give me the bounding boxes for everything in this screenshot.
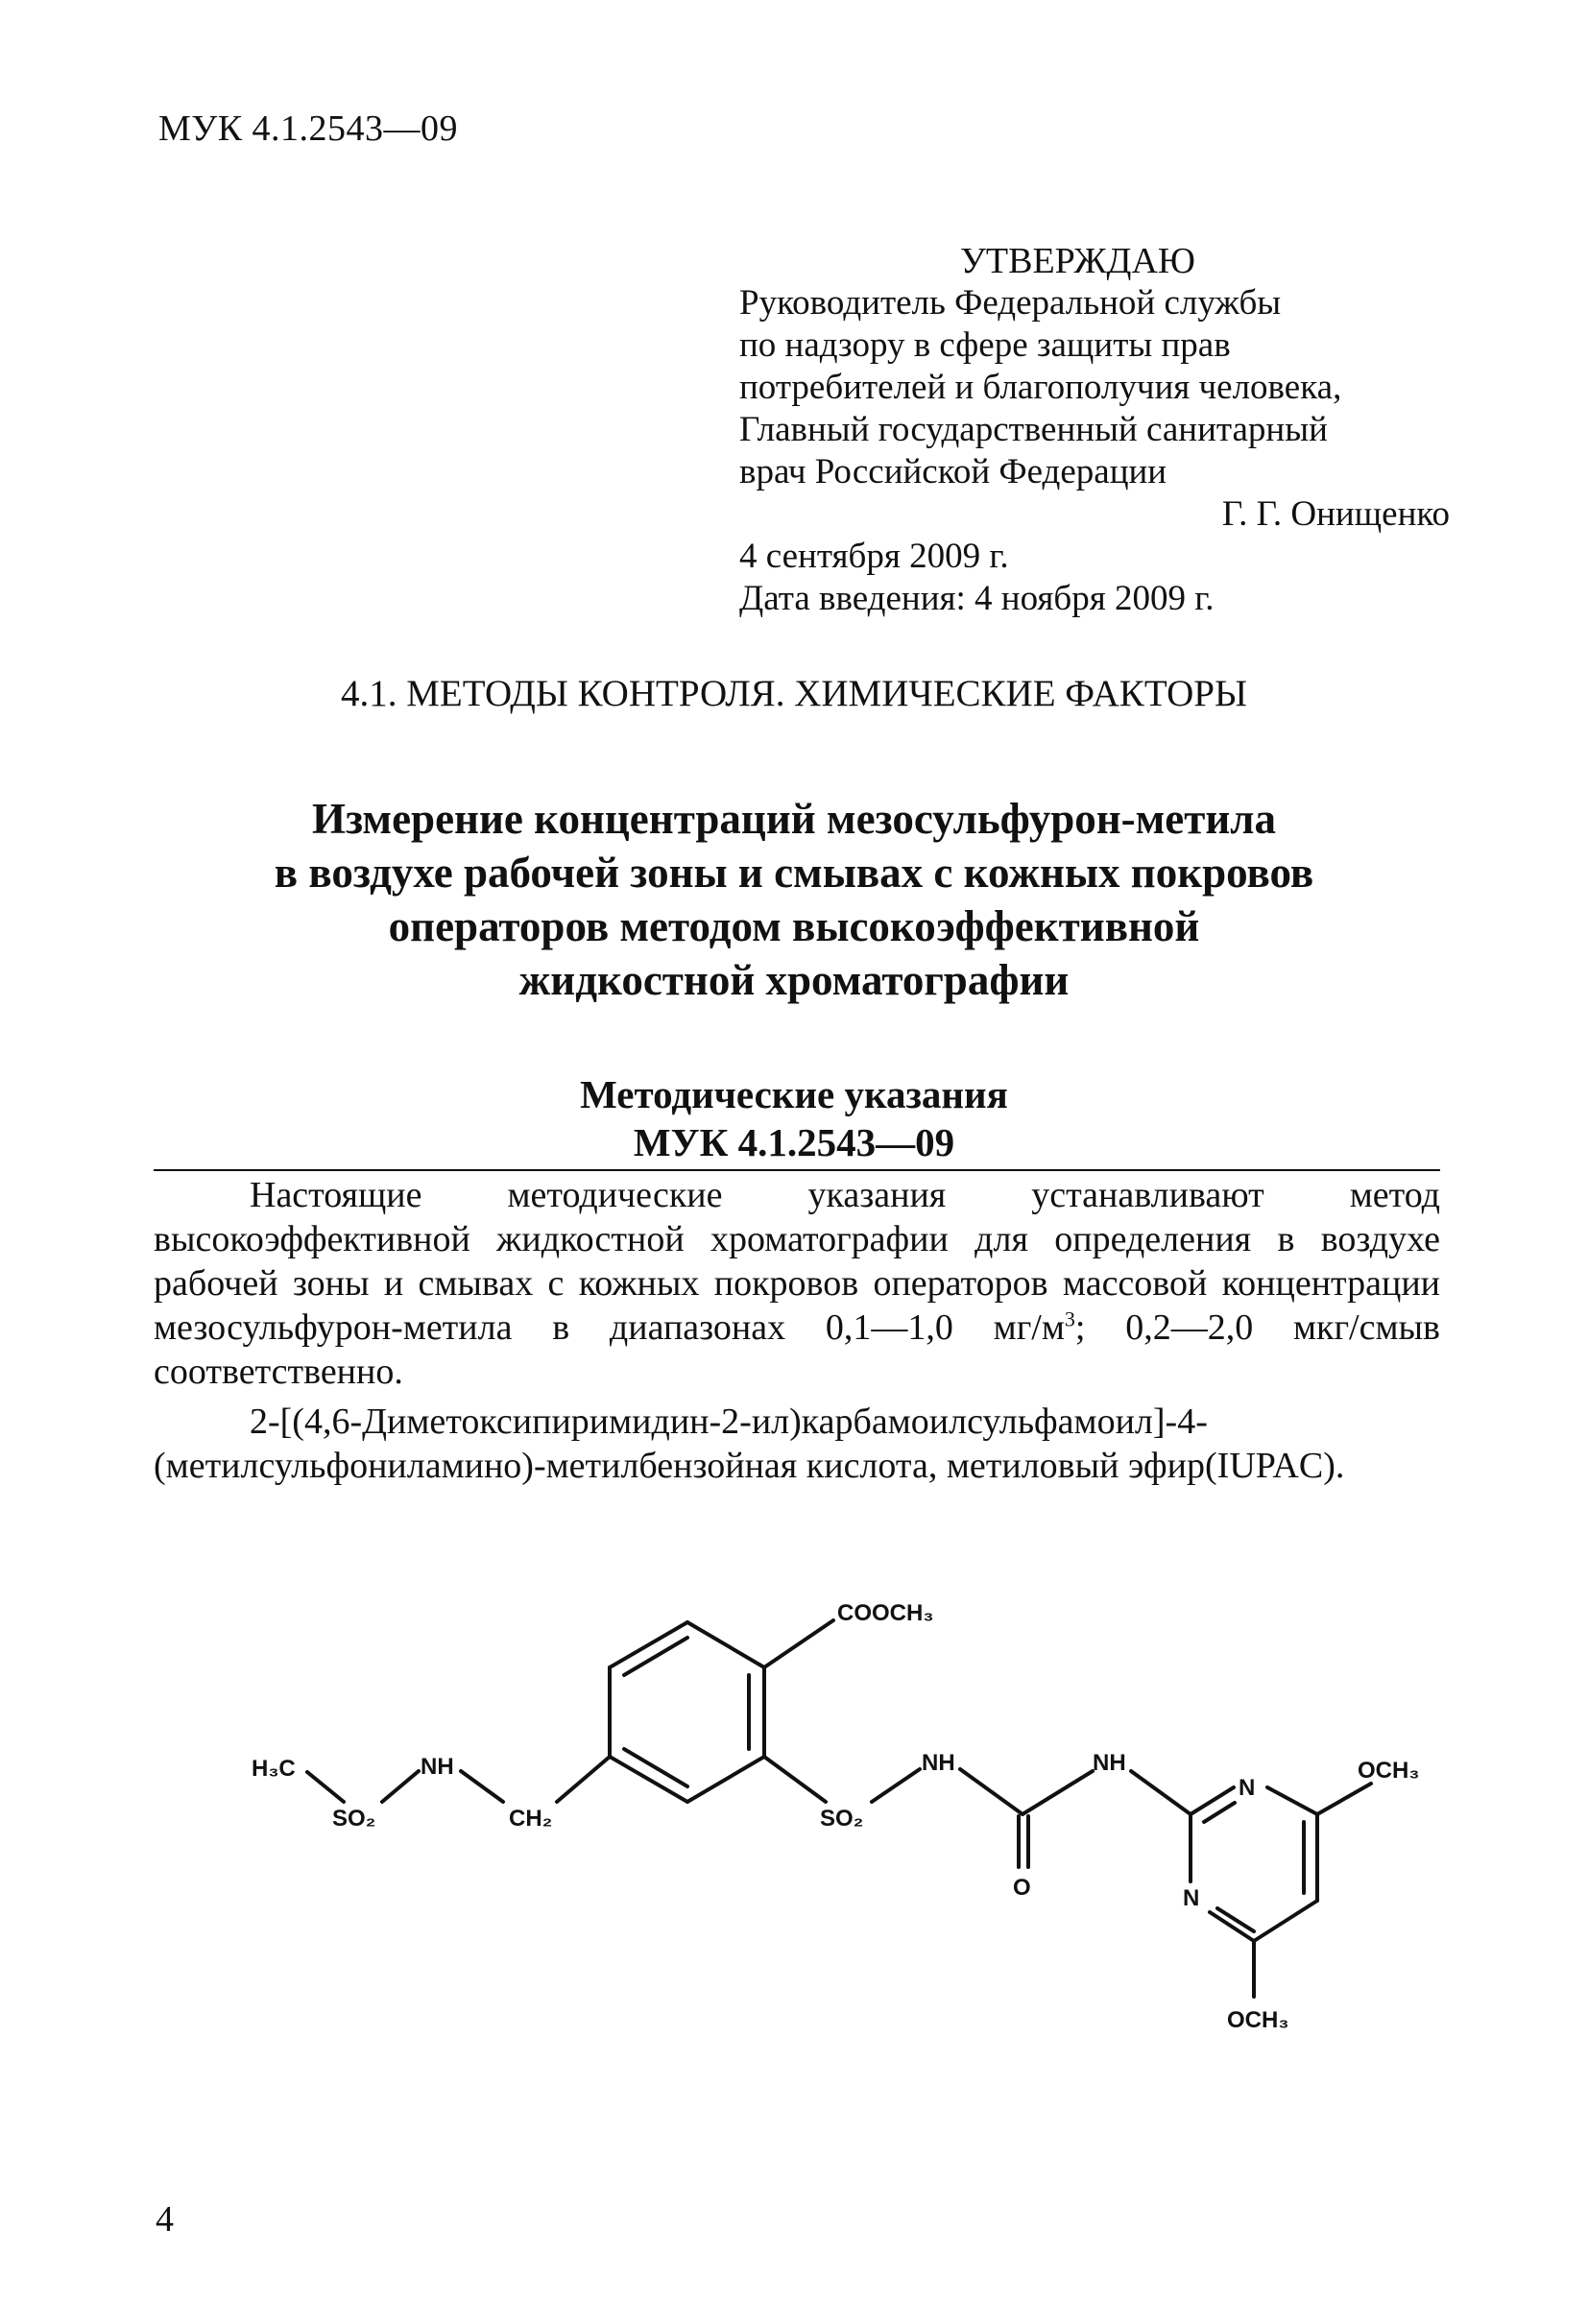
ester-bond (764, 1620, 833, 1667)
approval-signer: Г. Г. Онищенко (1221, 494, 1450, 534)
approval-block (739, 240, 1450, 620)
document-code: МУК 4.1.2543—09 (633, 1120, 955, 1164)
page-number: 4 (156, 2199, 174, 2240)
approval-line: Главный государственный санитарный (739, 410, 1328, 449)
document-title (0, 792, 1588, 1007)
approval-line: Руководитель Федеральной службы (739, 283, 1282, 323)
n-top-label: N (1239, 1775, 1256, 1801)
nh-left-label: NH (421, 1754, 454, 1780)
ch2-nh-bond (461, 1771, 503, 1802)
body-text (154, 1173, 1440, 1488)
intro-paragraph-text: Настоящие методические указания устанавливают метод высокоэффективной жидкостной хроматографии для определения в воздухе рабочей зоны и смывах с кожных покровов операторов массовой концентрации мезосульфурон-метила в диапазонах 0,1—1,0 мг/м (154, 1175, 1440, 1348)
nh-mid-label: NH (922, 1750, 955, 1776)
title-line: Измерение концентраций мезосульфурон-метила (311, 795, 1277, 843)
document-code-header: МУК 4.1.2543—09 (158, 108, 459, 149)
ring-double-bond (624, 1749, 687, 1786)
pyrimidine-bond (1267, 1787, 1317, 1814)
nh-so2-bond (382, 1771, 419, 1802)
title-line: жидкостной хроматографии (518, 956, 1070, 1004)
so2-left-label: SO₂ (332, 1806, 376, 1832)
ring-bond (687, 1622, 764, 1667)
approval-stamp: УТВЕРЖДАЮ (960, 241, 1195, 281)
cooch3-label: COOCH₃ (837, 1600, 934, 1626)
header-rule (154, 1169, 1440, 1171)
approval-date: 4 сентября 2009 г. (739, 537, 1009, 576)
ring-double-bond (624, 1638, 687, 1675)
ch2-label: CH₂ (509, 1806, 553, 1832)
carbonyl-o-label: O (1013, 1875, 1031, 1901)
title-line: операторов методом высокоэффективной (388, 902, 1200, 950)
n-bottom-label: N (1183, 1885, 1200, 1911)
iupac-name-paragraph: 2-[(4,6-Диметоксипиримидин-2-ил)карбамоилсульфамоил]-4-(метилсульфониламино)-метилбензойная кислота, метиловый эфир(IUPAC). (154, 1402, 1345, 1486)
section-heading: 4.1. МЕТОДЫ КОНТРОЛЯ. ХИМИЧЕСКИЕ ФАКТОРЫ (341, 673, 1247, 714)
pyrimidine-bond (1191, 1787, 1234, 1814)
sulfonyl-nh-bond (872, 1769, 920, 1802)
title-line: в воздухе рабочей зоны и смывах с кожных покровов (274, 849, 1314, 897)
approval-line: врач Российской Федерации (739, 452, 1167, 491)
pyrimidine-bond (1254, 1901, 1317, 1941)
ring-bond (687, 1757, 764, 1802)
nh-carbonyl-bond (960, 1769, 1023, 1814)
carbonyl-nh-bond (1023, 1771, 1093, 1814)
nh-right-label: NH (1093, 1750, 1126, 1776)
document-subtitle (0, 1070, 1588, 1166)
pyrimidine-double-bond (1204, 1803, 1235, 1822)
document-kind: Методические указания (580, 1072, 1008, 1116)
och3-right-label: OCH₃ (1358, 1758, 1420, 1784)
so2-mid-label: SO₂ (820, 1806, 864, 1832)
intro-paragraph-tail: ; 0,2—2,0 мкг/смыв соответственно. (154, 1307, 1440, 1392)
methoxy-bond (1317, 1784, 1371, 1814)
intro-paragraph (154, 1173, 1440, 1394)
sulfonyl-bond (764, 1757, 826, 1802)
cubic-superscript: 3 (1064, 1306, 1075, 1331)
och3-bottom-label: OCH₃ (1227, 2007, 1289, 2033)
approval-line: потребителей и благополучия человека, (739, 368, 1342, 407)
approval-line: по надзору в сфере защиты прав (739, 325, 1231, 365)
h3c-label: H₃C (252, 1756, 296, 1782)
introduction-date: Дата введения: 4 ноября 2009 г. (739, 579, 1215, 618)
so2-methyl-bond (307, 1772, 344, 1802)
chemical-structure-diagram (230, 1574, 1420, 2093)
ch2-bond (557, 1757, 610, 1802)
nh-pyrimidine-bond (1131, 1771, 1191, 1814)
